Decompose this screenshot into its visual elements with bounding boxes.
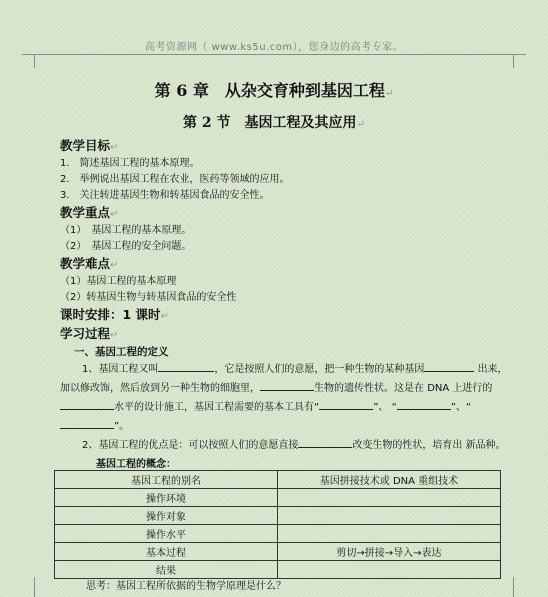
table-cell-value: 剪切→拼接→导入→表达 bbox=[278, 543, 501, 561]
difficulty-item: （2）转基因生物与转基因食品的安全性 bbox=[60, 292, 237, 303]
schedule: 课时安排：1 课时↵ bbox=[60, 307, 169, 322]
table-cell-label: 基因工程的别名 bbox=[55, 471, 278, 489]
table-cell-label: 基本过程 bbox=[55, 543, 278, 561]
corner-mark-top-right bbox=[513, 54, 526, 68]
table-cell-value[interactable] bbox=[278, 525, 501, 543]
fill-blank[interactable] bbox=[158, 360, 214, 372]
fill-blank[interactable] bbox=[60, 417, 114, 429]
advantage-paragraph: 2、基因工程的优点是：可以按照人们的意愿直接 改变生物的性状，培育出 新品种。 bbox=[60, 436, 510, 455]
header-divider bbox=[22, 54, 526, 55]
think-question: 思考：基因工程所依据的生物学原理是什么？ bbox=[86, 581, 286, 592]
table-cell-value: 基因拼接技术或 DNA 重组技术 bbox=[278, 471, 501, 489]
difficulties-heading: 教学难点↵ bbox=[60, 256, 119, 271]
difficulty-item: （1）基因工程的基本原理 bbox=[60, 276, 177, 287]
definition-paragraph: 1、基因工程又叫 ，它是按照人们的意愿，把一种生物的某种基因 出来，加以修改饰，然后放到另一种生物的细胞里， 生物的遗传性状。这是在 DNA 上进行的水平的设计施工，基因工程需要的基本工具有“ ”、 “ ”、“”。 bbox=[60, 360, 510, 436]
table-row bbox=[55, 525, 501, 543]
key-point-item: （2） 基因工程的安全问题。 bbox=[60, 241, 192, 252]
table-cell-value[interactable] bbox=[278, 489, 501, 507]
corner-mark-top-left bbox=[22, 54, 35, 68]
key-point-item: （1） 基因工程的基本原理。 bbox=[60, 225, 192, 236]
fill-blank[interactable] bbox=[424, 360, 474, 372]
table-row bbox=[55, 543, 501, 561]
fill-blank[interactable] bbox=[298, 436, 352, 448]
goal-item: 1. 简述基因工程的基本原理。 bbox=[60, 158, 200, 169]
fill-blank[interactable] bbox=[60, 398, 114, 410]
corner-mark-bottom-right bbox=[513, 577, 526, 597]
table-row bbox=[55, 489, 501, 507]
document-body bbox=[60, 137, 510, 473]
table-cell-value[interactable] bbox=[278, 507, 501, 525]
corner-mark-bottom-left bbox=[22, 577, 35, 597]
fill-blank[interactable] bbox=[260, 379, 314, 391]
fill-blank[interactable] bbox=[397, 398, 451, 410]
process-heading: 学习过程↵ bbox=[60, 326, 119, 341]
concept-title: 基因工程的概念： bbox=[96, 459, 176, 470]
table-cell-label: 操作环境 bbox=[55, 489, 278, 507]
table-cell-label: 结果 bbox=[55, 561, 278, 579]
definition-subheading: 一、基因工程的定义 bbox=[74, 346, 169, 358]
table-cell-label: 操作对象 bbox=[55, 507, 278, 525]
table-row bbox=[55, 507, 501, 525]
goal-item: 3. 关注转进基因生物和转基因食品的安全性。 bbox=[60, 190, 270, 201]
fill-blank[interactable] bbox=[319, 398, 373, 410]
goal-item: 2. 举例说出基因工程在农业，医药等领域的应用。 bbox=[60, 174, 290, 185]
section-title: 第 2 节 基因工程及其应用↵ bbox=[183, 115, 365, 131]
page-header-text: 高考资源网（ www.ks5u.com），您身边的高考专家。 bbox=[144, 42, 404, 53]
table-row bbox=[55, 561, 501, 579]
key-points-heading: 教学重点↵ bbox=[60, 205, 119, 220]
chapter-title: 第 6 章 从杂交育种到基因工程↵ bbox=[154, 81, 394, 100]
goals-heading: 教学目标↵ bbox=[60, 138, 119, 153]
table-row bbox=[55, 471, 501, 489]
table-cell-value[interactable] bbox=[278, 561, 501, 579]
concept-table bbox=[54, 470, 501, 579]
table-cell-label: 操作水平 bbox=[55, 525, 278, 543]
